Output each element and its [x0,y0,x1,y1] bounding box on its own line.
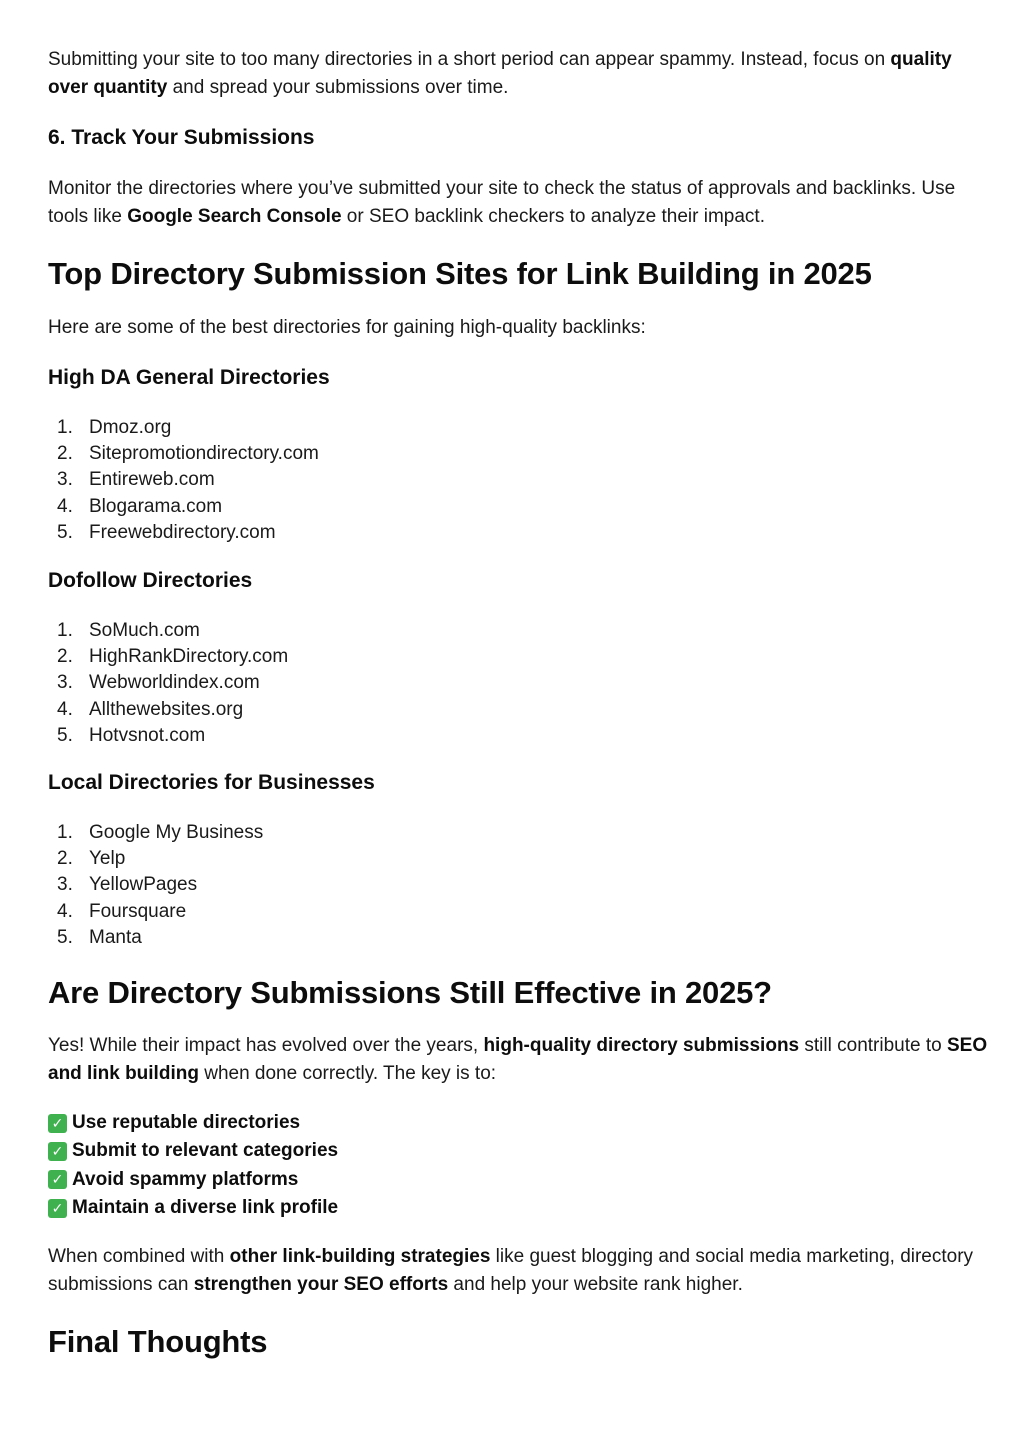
effective-text: Yes! While their impact has evolved over the years, [48,1035,484,1056]
list-item [48,723,988,749]
list-item [48,899,988,925]
closing-paragraph [48,1243,988,1299]
key-point-text: Submit to relevant categories [72,1140,339,1162]
list-number: 4. [57,900,73,922]
list-item [48,494,988,520]
directory-name: HighRankDirectory.com [89,646,289,668]
directory-name: Yelp [89,848,126,870]
effective-heading: Are Directory Submissions Still Effective in 2025? [48,975,772,1010]
directory-name: SoMuch.com [89,620,200,641]
list-number: 5. [57,926,73,948]
list-item [48,1194,988,1222]
effective-text-end: when done correctly. The key is to: [198,1063,497,1084]
list-number: 1. [57,417,73,438]
list-item [48,520,988,546]
list-item [48,415,988,441]
list-number: 3. [57,672,73,694]
intro-text: Submitting your site to too many directories in a short period can appear spammy. Instead, focus on [48,49,891,70]
closing-emphasis-2: strengthen your SEO efforts [193,1274,449,1295]
list-number: 4. [57,495,73,517]
list-item [48,1109,988,1137]
list-number: 5. [57,724,73,746]
directory-name: Sitepromotiondirectory.com [89,443,319,465]
effective-paragraph [48,1032,988,1088]
intro-paragraph [48,46,988,102]
directory-name: Freewebdirectory.com [89,521,276,543]
directory-name: Allthewebsites.org [89,698,244,720]
key-points-list [48,1109,988,1222]
list-item [48,846,988,872]
dofollow-list [48,618,988,749]
track-submissions-heading: 6. Track Your Submissions [48,126,315,149]
effective-emphasis-2: SEO and link building [48,1035,988,1084]
effective-emphasis: high-quality directory submissions [483,1035,800,1056]
list-number: 1. [57,620,73,641]
directory-name: Entireweb.com [89,469,215,491]
track-paragraph [48,175,988,231]
list-item [48,697,988,723]
list-item [48,644,988,670]
effective-text-mid: still contribute to [799,1035,947,1056]
check-mark-icon: ✓ [48,1114,67,1133]
high-da-list [48,415,988,546]
list-number: 4. [57,698,73,720]
list-number: 2. [57,848,73,870]
list-item [48,618,988,644]
check-mark-icon: ✓ [48,1170,67,1189]
list-number: 1. [57,822,73,843]
high-da-heading: High DA General Directories [48,366,330,389]
directory-name: Manta [89,926,142,948]
list-number: 3. [57,874,73,896]
directory-name: YellowPages [89,874,198,896]
list-item [48,441,988,467]
directory-name: Webworldindex.com [89,672,260,694]
list-item [48,925,988,951]
top-sites-heading: Top Directory Submission Sites for Link Building in 2025 [48,256,872,291]
key-point-text: Avoid spammy platforms [72,1168,299,1190]
directory-name: Foursquare [89,900,187,922]
list-item [48,1137,988,1165]
list-number: 3. [57,469,73,491]
local-directories-list [48,820,988,951]
dofollow-heading: Dofollow Directories [48,569,253,592]
closing-text-mid: like guest blogging and social media marketing, directory submissions can [48,1246,974,1295]
intro-text-end: and spread your submissions over time. [167,77,509,98]
final-thoughts-heading: Final Thoughts [48,1324,268,1359]
directory-name: Blogarama.com [89,495,223,517]
list-item [48,670,988,696]
list-number: 5. [57,521,73,543]
top-sites-intro: Here are some of the best directories for gaining high-quality backlinks: [48,317,646,338]
track-text-end: or SEO backlink checkers to analyze their impact. [341,206,765,227]
list-item [48,467,988,493]
closing-emphasis: other link-building strategies [229,1246,491,1267]
key-point-text: Use reputable directories [72,1112,301,1134]
list-item [48,820,988,846]
directory-name: Dmoz.org [89,417,172,438]
list-number: 2. [57,646,73,668]
track-text: Monitor the directories where you’ve submitted your site to check the status of approvals and backlinks. Use tools like [48,178,956,227]
list-number: 2. [57,443,73,465]
check-mark-icon: ✓ [48,1142,67,1161]
closing-text-end: and help your website rank higher. [448,1274,743,1295]
directory-name: Google My Business [89,822,264,843]
intro-emphasis: quality over quantity [48,49,952,98]
directory-name: Hotvsnot.com [89,724,206,746]
local-directories-heading: Local Directories for Businesses [48,771,375,794]
list-item [48,872,988,898]
closing-text: When combined with [48,1246,230,1267]
google-search-console-emphasis: Google Search Console [127,206,342,227]
check-mark-icon: ✓ [48,1199,67,1218]
list-item [48,1166,988,1194]
key-point-text: Maintain a diverse link profile [72,1197,339,1219]
